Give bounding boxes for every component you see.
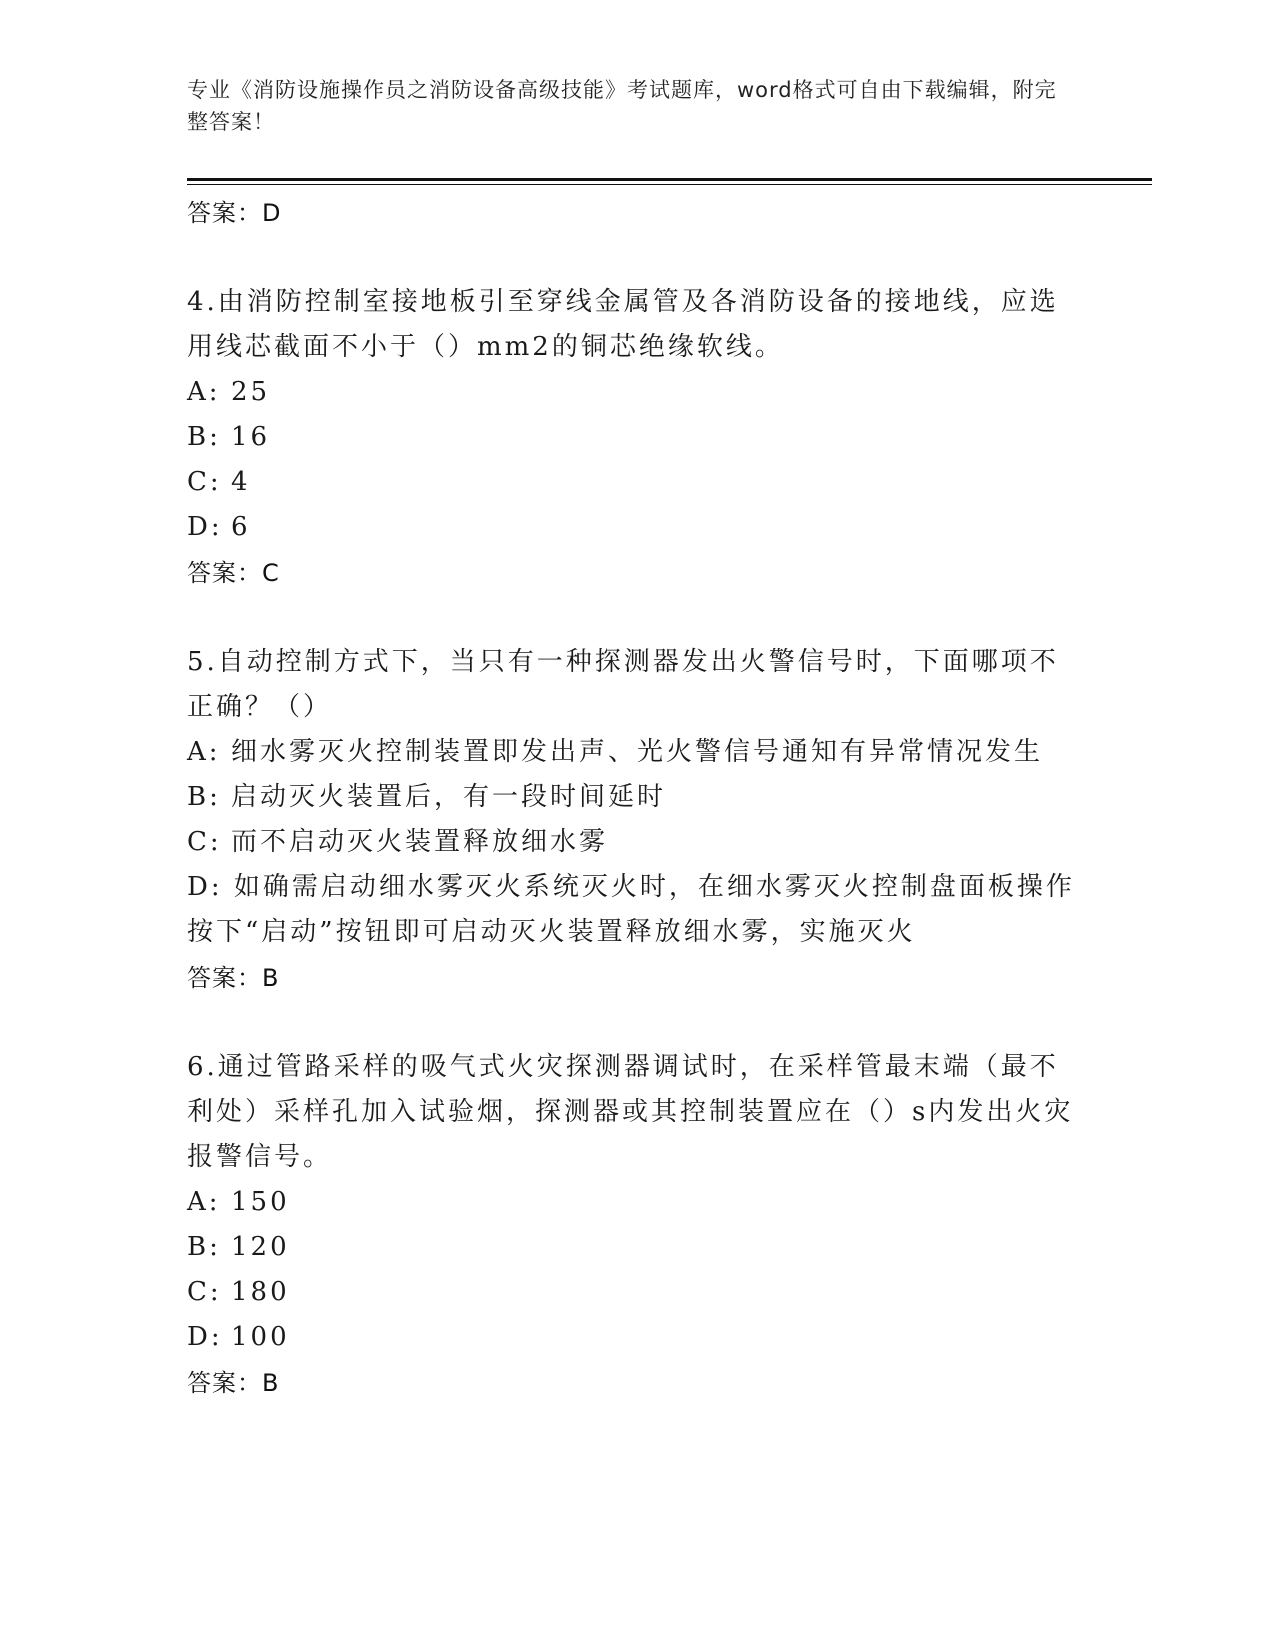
option-label: B: (187, 1232, 221, 1262)
header-rule-thin (187, 184, 1152, 185)
option-label: D: (187, 872, 223, 902)
option-label: C: (187, 467, 222, 497)
option-label: D: (187, 1322, 223, 1352)
option-b (187, 775, 1087, 820)
option-text: 而不启动灭火装置释放细水雾 (231, 827, 609, 857)
option-text: 启动灭火装置后，有一段时间延时 (231, 782, 667, 812)
option-text: 细水雾灭火控制装置即发出声、光火警信号通知有异常情况发生 (231, 737, 1044, 767)
option-label: B: (187, 782, 221, 812)
question-stem: 6.通过管路采样的吸气式火灾探测器调试时，在采样管最末端（最不利处）采样孔加入试验烟，探测器或其控制装置应在（）s内发出火灾报警信号。 (187, 1052, 1074, 1172)
option-label: A: (187, 737, 221, 767)
document-header: 专业《消防设施操作员之消防设备高级技能》考试题库，word格式可自由下载编辑，附完整答案！ (187, 78, 1057, 134)
header-rule-thick (187, 178, 1152, 181)
option-text: 150 (231, 1187, 290, 1217)
option-d (187, 865, 1087, 955)
option-c (187, 1270, 1087, 1315)
option-text: 4 (231, 467, 251, 497)
question-gap (187, 1001, 1087, 1045)
option-c (187, 460, 1087, 505)
question-block (187, 280, 1087, 596)
question-block (187, 640, 1087, 1001)
question-stem: 5.自动控制方式下，当只有一种探测器发出火警信号时，下面哪项不正确？（） (187, 647, 1059, 722)
option-a (187, 1180, 1087, 1225)
option-text: 100 (231, 1322, 290, 1352)
previous-answer: 答案：D (187, 199, 282, 227)
option-a (187, 370, 1087, 415)
option-d (187, 1315, 1087, 1360)
option-text: 6 (231, 512, 251, 542)
answer-line: 答案：B (187, 1369, 280, 1397)
answer-line: 答案：C (187, 559, 280, 587)
option-label: B: (187, 422, 221, 452)
option-d (187, 505, 1087, 550)
option-text: 25 (231, 377, 271, 407)
option-label: A: (187, 377, 221, 407)
option-text: 180 (231, 1277, 290, 1307)
option-text: 120 (231, 1232, 290, 1262)
question-block (187, 1045, 1087, 1406)
option-b (187, 415, 1087, 460)
option-text: 如确需启动细水雾灭火系统灭火时，在细水雾灭火控制盘面板操作按下“启动”按钮即可启动灭火装置释放细水雾，实施灭火 (187, 872, 1075, 947)
option-a (187, 730, 1087, 775)
question-list (187, 190, 1087, 1406)
question-stem: 4.由消防控制室接地板引至穿线金属管及各消防设备的接地线，应选用线芯截面不小于（）mm2的铜芯绝缘软线。 (187, 287, 1059, 362)
option-label: C: (187, 827, 222, 857)
option-text: 16 (231, 422, 271, 452)
option-b (187, 1225, 1087, 1270)
option-label: D: (187, 512, 223, 542)
option-label: A: (187, 1187, 221, 1217)
option-label: C: (187, 1277, 222, 1307)
question-gap (187, 596, 1087, 640)
option-c (187, 820, 1087, 865)
question-gap (187, 236, 1087, 280)
answer-line: 答案：B (187, 964, 280, 992)
